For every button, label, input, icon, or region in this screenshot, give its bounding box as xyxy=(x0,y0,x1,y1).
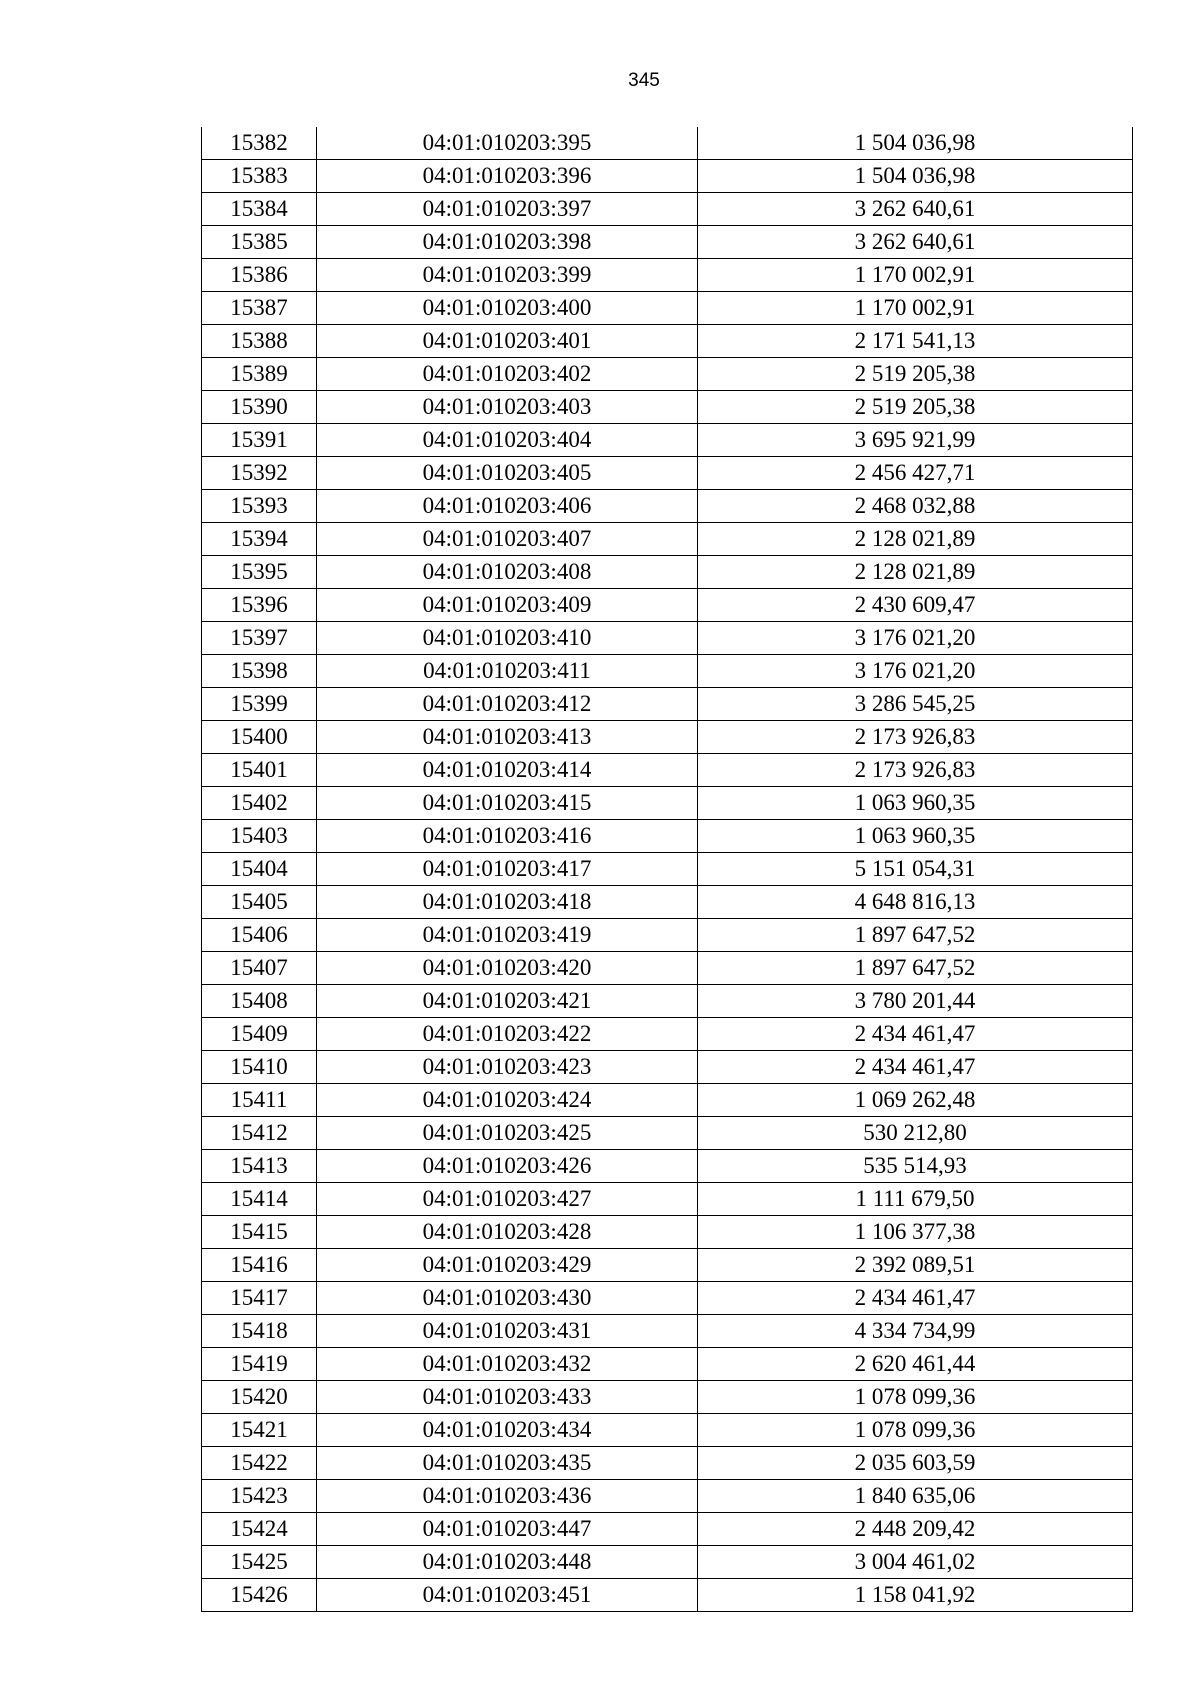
row-number-cell: 15405 xyxy=(202,886,317,919)
table-row xyxy=(202,721,1133,754)
cadastral-number-cell: 04:01:010203:448 xyxy=(317,1546,698,1579)
cadastral-value-cell: 2 128 021,89 xyxy=(698,523,1133,556)
cadastral-number-cell: 04:01:010203:424 xyxy=(317,1084,698,1117)
cadastral-value-cell: 1 897 647,52 xyxy=(698,952,1133,985)
cadastral-value-cell: 1 897 647,52 xyxy=(698,919,1133,952)
table-row xyxy=(202,391,1133,424)
cadastral-value-cell: 535 514,93 xyxy=(698,1150,1133,1183)
row-number-cell: 15419 xyxy=(202,1348,317,1381)
cadastral-value-cell: 3 176 021,20 xyxy=(698,655,1133,688)
row-number-cell: 15414 xyxy=(202,1183,317,1216)
row-number-cell: 15407 xyxy=(202,952,317,985)
table-row xyxy=(202,226,1133,259)
cadastral-number-cell: 04:01:010203:412 xyxy=(317,688,698,721)
cadastral-number-cell: 04:01:010203:447 xyxy=(317,1513,698,1546)
cadastral-number-cell: 04:01:010203:422 xyxy=(317,1018,698,1051)
table-row xyxy=(202,1381,1133,1414)
cadastral-number-cell: 04:01:010203:395 xyxy=(317,127,698,160)
cadastral-value-cell: 1 111 679,50 xyxy=(698,1183,1133,1216)
row-number-cell: 15385 xyxy=(202,226,317,259)
table-row xyxy=(202,160,1133,193)
table-row xyxy=(202,523,1133,556)
row-number-cell: 15403 xyxy=(202,820,317,853)
table-row xyxy=(202,754,1133,787)
table-row xyxy=(202,655,1133,688)
row-number-cell: 15413 xyxy=(202,1150,317,1183)
table-row xyxy=(202,325,1133,358)
table-row xyxy=(202,1084,1133,1117)
cadastral-number-cell: 04:01:010203:419 xyxy=(317,919,698,952)
cadastral-number-cell: 04:01:010203:435 xyxy=(317,1447,698,1480)
cadastral-value-cell: 2 519 205,38 xyxy=(698,391,1133,424)
row-number-cell: 15382 xyxy=(202,127,317,160)
table-row xyxy=(202,688,1133,721)
row-number-cell: 15418 xyxy=(202,1315,317,1348)
row-number-cell: 15384 xyxy=(202,193,317,226)
row-number-cell: 15411 xyxy=(202,1084,317,1117)
cadastral-number-cell: 04:01:010203:403 xyxy=(317,391,698,424)
cadastral-number-cell: 04:01:010203:434 xyxy=(317,1414,698,1447)
row-number-cell: 15420 xyxy=(202,1381,317,1414)
cadastral-number-cell: 04:01:010203:421 xyxy=(317,985,698,1018)
cadastral-number-cell: 04:01:010203:397 xyxy=(317,193,698,226)
cadastral-value-cell: 530 212,80 xyxy=(698,1117,1133,1150)
table-row xyxy=(202,259,1133,292)
cadastral-value-cell: 1 106 377,38 xyxy=(698,1216,1133,1249)
table-row xyxy=(202,853,1133,886)
cadastral-value-cell: 2 434 461,47 xyxy=(698,1051,1133,1084)
table-row xyxy=(202,1513,1133,1546)
cadastral-value-cell: 4 648 816,13 xyxy=(698,886,1133,919)
cadastral-value-cell: 3 262 640,61 xyxy=(698,193,1133,226)
cadastral-number-cell: 04:01:010203:407 xyxy=(317,523,698,556)
cadastral-number-cell: 04:01:010203:396 xyxy=(317,160,698,193)
cadastral-number-cell: 04:01:010203:417 xyxy=(317,853,698,886)
cadastral-value-cell: 3 262 640,61 xyxy=(698,226,1133,259)
cadastral-number-cell: 04:01:010203:425 xyxy=(317,1117,698,1150)
cadastral-number-cell: 04:01:010203:418 xyxy=(317,886,698,919)
cadastral-number-cell: 04:01:010203:432 xyxy=(317,1348,698,1381)
row-number-cell: 15400 xyxy=(202,721,317,754)
cadastral-number-cell: 04:01:010203:405 xyxy=(317,457,698,490)
table-row xyxy=(202,952,1133,985)
table-row xyxy=(202,820,1133,853)
cadastral-value-table xyxy=(201,127,1133,1612)
table-row xyxy=(202,1546,1133,1579)
cadastral-value-cell: 2 173 926,83 xyxy=(698,721,1133,754)
row-number-cell: 15408 xyxy=(202,985,317,1018)
row-number-cell: 15421 xyxy=(202,1414,317,1447)
cadastral-number-cell: 04:01:010203:408 xyxy=(317,556,698,589)
cadastral-number-cell: 04:01:010203:433 xyxy=(317,1381,698,1414)
cadastral-value-cell: 2 519 205,38 xyxy=(698,358,1133,391)
cadastral-number-cell: 04:01:010203:429 xyxy=(317,1249,698,1282)
cadastral-number-cell: 04:01:010203:426 xyxy=(317,1150,698,1183)
cadastral-value-cell: 1 170 002,91 xyxy=(698,259,1133,292)
row-number-cell: 15399 xyxy=(202,688,317,721)
cadastral-number-cell: 04:01:010203:401 xyxy=(317,325,698,358)
cadastral-number-cell: 04:01:010203:400 xyxy=(317,292,698,325)
row-number-cell: 15389 xyxy=(202,358,317,391)
cadastral-value-cell: 2 620 461,44 xyxy=(698,1348,1133,1381)
table-row xyxy=(202,1348,1133,1381)
cadastral-number-cell: 04:01:010203:430 xyxy=(317,1282,698,1315)
row-number-cell: 15393 xyxy=(202,490,317,523)
cadastral-number-cell: 04:01:010203:411 xyxy=(317,655,698,688)
row-number-cell: 15388 xyxy=(202,325,317,358)
cadastral-value-cell: 1 840 635,06 xyxy=(698,1480,1133,1513)
cadastral-number-cell: 04:01:010203:436 xyxy=(317,1480,698,1513)
cadastral-number-cell: 04:01:010203:423 xyxy=(317,1051,698,1084)
cadastral-number-cell: 04:01:010203:402 xyxy=(317,358,698,391)
cadastral-number-cell: 04:01:010203:451 xyxy=(317,1579,698,1612)
row-number-cell: 15392 xyxy=(202,457,317,490)
table-row xyxy=(202,1216,1133,1249)
table-row xyxy=(202,490,1133,523)
cadastral-number-cell: 04:01:010203:409 xyxy=(317,589,698,622)
cadastral-value-cell: 3 695 921,99 xyxy=(698,424,1133,457)
cadastral-value-cell: 2 468 032,88 xyxy=(698,490,1133,523)
table-row xyxy=(202,985,1133,1018)
cadastral-value-cell: 2 392 089,51 xyxy=(698,1249,1133,1282)
cadastral-value-cell: 1 078 099,36 xyxy=(698,1414,1133,1447)
table-row xyxy=(202,589,1133,622)
row-number-cell: 15394 xyxy=(202,523,317,556)
cadastral-value-cell: 2 448 209,42 xyxy=(698,1513,1133,1546)
row-number-cell: 15426 xyxy=(202,1579,317,1612)
row-number-cell: 15412 xyxy=(202,1117,317,1150)
table-row xyxy=(202,1183,1133,1216)
cadastral-number-cell: 04:01:010203:410 xyxy=(317,622,698,655)
cadastral-number-cell: 04:01:010203:413 xyxy=(317,721,698,754)
cadastral-value-cell: 3 780 201,44 xyxy=(698,985,1133,1018)
cadastral-value-cell: 2 128 021,89 xyxy=(698,556,1133,589)
cadastral-value-cell: 2 456 427,71 xyxy=(698,457,1133,490)
cadastral-value-cell: 1 069 262,48 xyxy=(698,1084,1133,1117)
cadastral-number-cell: 04:01:010203:404 xyxy=(317,424,698,457)
table-row xyxy=(202,292,1133,325)
table-row xyxy=(202,1447,1133,1480)
table-row xyxy=(202,622,1133,655)
cadastral-number-cell: 04:01:010203:398 xyxy=(317,226,698,259)
row-number-cell: 15425 xyxy=(202,1546,317,1579)
row-number-cell: 15423 xyxy=(202,1480,317,1513)
cadastral-value-cell: 3 004 461,02 xyxy=(698,1546,1133,1579)
cadastral-number-cell: 04:01:010203:414 xyxy=(317,754,698,787)
row-number-cell: 15401 xyxy=(202,754,317,787)
table-row xyxy=(202,919,1133,952)
table-row xyxy=(202,358,1133,391)
row-number-cell: 15410 xyxy=(202,1051,317,1084)
table-row xyxy=(202,424,1133,457)
table-row xyxy=(202,457,1133,490)
table-body xyxy=(202,127,1133,1612)
cadastral-value-cell: 1 170 002,91 xyxy=(698,292,1133,325)
table-row xyxy=(202,1480,1133,1513)
cadastral-value-cell: 1 504 036,98 xyxy=(698,160,1133,193)
cadastral-value-cell: 1 078 099,36 xyxy=(698,1381,1133,1414)
row-number-cell: 15387 xyxy=(202,292,317,325)
cadastral-value-cell: 1 504 036,98 xyxy=(698,127,1133,160)
table-row xyxy=(202,1315,1133,1348)
row-number-cell: 15386 xyxy=(202,259,317,292)
table-row xyxy=(202,1117,1133,1150)
table-row xyxy=(202,787,1133,820)
row-number-cell: 15391 xyxy=(202,424,317,457)
table-row xyxy=(202,193,1133,226)
row-number-cell: 15415 xyxy=(202,1216,317,1249)
row-number-cell: 15383 xyxy=(202,160,317,193)
cadastral-value-cell: 1 158 041,92 xyxy=(698,1579,1133,1612)
cadastral-number-cell: 04:01:010203:427 xyxy=(317,1183,698,1216)
row-number-cell: 15417 xyxy=(202,1282,317,1315)
row-number-cell: 15397 xyxy=(202,622,317,655)
cadastral-value-cell: 4 334 734,99 xyxy=(698,1315,1133,1348)
table-row xyxy=(202,886,1133,919)
cadastral-value-cell: 2 173 926,83 xyxy=(698,754,1133,787)
table-row xyxy=(202,1150,1133,1183)
cadastral-value-cell: 2 035 603,59 xyxy=(698,1447,1133,1480)
row-number-cell: 15416 xyxy=(202,1249,317,1282)
table-row xyxy=(202,1249,1133,1282)
cadastral-value-cell: 2 434 461,47 xyxy=(698,1282,1133,1315)
cadastral-value-cell: 1 063 960,35 xyxy=(698,820,1133,853)
row-number-cell: 15422 xyxy=(202,1447,317,1480)
row-number-cell: 15396 xyxy=(202,589,317,622)
cadastral-value-cell: 1 063 960,35 xyxy=(698,787,1133,820)
cadastral-number-cell: 04:01:010203:431 xyxy=(317,1315,698,1348)
table-row xyxy=(202,1051,1133,1084)
cadastral-number-cell: 04:01:010203:416 xyxy=(317,820,698,853)
row-number-cell: 15409 xyxy=(202,1018,317,1051)
cadastral-number-cell: 04:01:010203:428 xyxy=(317,1216,698,1249)
cadastral-number-cell: 04:01:010203:415 xyxy=(317,787,698,820)
row-number-cell: 15395 xyxy=(202,556,317,589)
row-number-cell: 15390 xyxy=(202,391,317,424)
table-row xyxy=(202,1579,1133,1612)
table-row xyxy=(202,556,1133,589)
row-number-cell: 15424 xyxy=(202,1513,317,1546)
row-number-cell: 15406 xyxy=(202,919,317,952)
cadastral-value-cell: 2 430 609,47 xyxy=(698,589,1133,622)
row-number-cell: 15398 xyxy=(202,655,317,688)
cadastral-value-cell: 2 171 541,13 xyxy=(698,325,1133,358)
row-number-cell: 15404 xyxy=(202,853,317,886)
row-number-cell: 15402 xyxy=(202,787,317,820)
cadastral-value-cell: 3 176 021,20 xyxy=(698,622,1133,655)
table-row xyxy=(202,1414,1133,1447)
cadastral-number-cell: 04:01:010203:420 xyxy=(317,952,698,985)
cadastral-value-cell: 2 434 461,47 xyxy=(698,1018,1133,1051)
cadastral-number-cell: 04:01:010203:406 xyxy=(317,490,698,523)
cadastral-value-cell: 5 151 054,31 xyxy=(698,853,1133,886)
cadastral-value-cell: 3 286 545,25 xyxy=(698,688,1133,721)
table-row xyxy=(202,1282,1133,1315)
table-row xyxy=(202,127,1133,160)
table-row xyxy=(202,1018,1133,1051)
cadastral-number-cell: 04:01:010203:399 xyxy=(317,259,698,292)
page-number: 345 xyxy=(628,70,660,91)
